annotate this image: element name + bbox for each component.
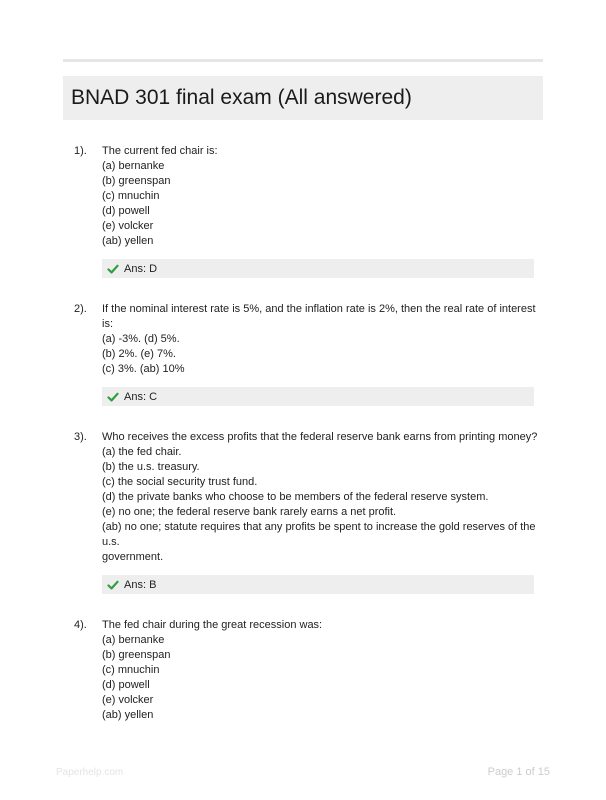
question-body: [102, 430, 538, 565]
question-option: (c) the social security trust fund.: [102, 476, 258, 488]
answer-box: [102, 387, 534, 406]
question-number: 3).: [74, 431, 87, 443]
question-option: (a) -3%. (d) 5%.: [102, 333, 180, 345]
question-stem-continued: is:: [102, 318, 113, 330]
question-option: (e) volcker: [102, 220, 154, 232]
question-stem: The fed chair during the great recession was:: [102, 619, 323, 631]
question-option: (c) mnuchin: [102, 190, 160, 202]
question-option: (e) no one; the federal reserve bank rarely earns a net profit.: [102, 506, 397, 518]
question-body: [102, 302, 534, 377]
question-option: (b) 2%. (e) 7%.: [102, 348, 176, 360]
question-option: (d) powell: [102, 205, 150, 217]
question-option-continued: government.: [102, 551, 164, 563]
question-option: (e) volcker: [102, 694, 154, 706]
question-number: 1).: [74, 145, 87, 157]
page-title: BNAD 301 final exam (All answered): [71, 86, 412, 109]
question-option: (c) mnuchin: [102, 664, 160, 676]
check-icon: [107, 263, 119, 275]
question-stem: The current fed chair is:: [102, 145, 218, 157]
question-option: (a) bernanke: [102, 160, 165, 172]
answer-box: [102, 259, 534, 278]
question-option: (ab) yellen: [102, 235, 154, 247]
question-option: (d) the private banks who choose to be members of the federal reserve system.: [102, 491, 489, 503]
question-number: 4).: [74, 619, 87, 631]
question-option: (b) greenspan: [102, 649, 171, 661]
answer-text: Ans: B: [124, 578, 157, 591]
question-option-continued: u.s.: [102, 536, 120, 548]
question-option: (d) powell: [102, 679, 150, 691]
question-option: (c) 3%. (ab) 10%: [102, 363, 185, 375]
question-number: 2).: [74, 303, 87, 315]
question-option: (ab) yellen: [102, 709, 154, 721]
question-option: (a) bernanke: [102, 634, 165, 646]
check-icon: [107, 391, 119, 403]
question-stem: Who receives the excess profits that the federal reserve bank earns from printing money?: [102, 431, 538, 443]
question-stem: If the nominal interest rate is 5%, and the inflation rate is 2%, then the real rate of interest: [102, 303, 536, 315]
footer-watermark: Paperhelp.com: [56, 767, 124, 778]
answer-text: Ans: C: [124, 390, 158, 403]
question-option: (ab) no one; statute requires that any profits be spent to increase the gold reserves of the: [102, 521, 536, 533]
question-body: [102, 618, 534, 723]
title-bar: [63, 76, 543, 120]
question-option: (b) the u.s. treasury.: [102, 461, 200, 473]
answer-text: Ans: D: [124, 262, 158, 275]
page-number: Page 1 of 15: [487, 766, 550, 778]
question-option: (b) greenspan: [102, 175, 171, 187]
check-icon: [107, 579, 119, 591]
answer-box: [102, 575, 534, 594]
question-body: [102, 144, 534, 249]
question-option: (a) the fed chair.: [102, 446, 182, 458]
top-divider: [63, 59, 543, 62]
